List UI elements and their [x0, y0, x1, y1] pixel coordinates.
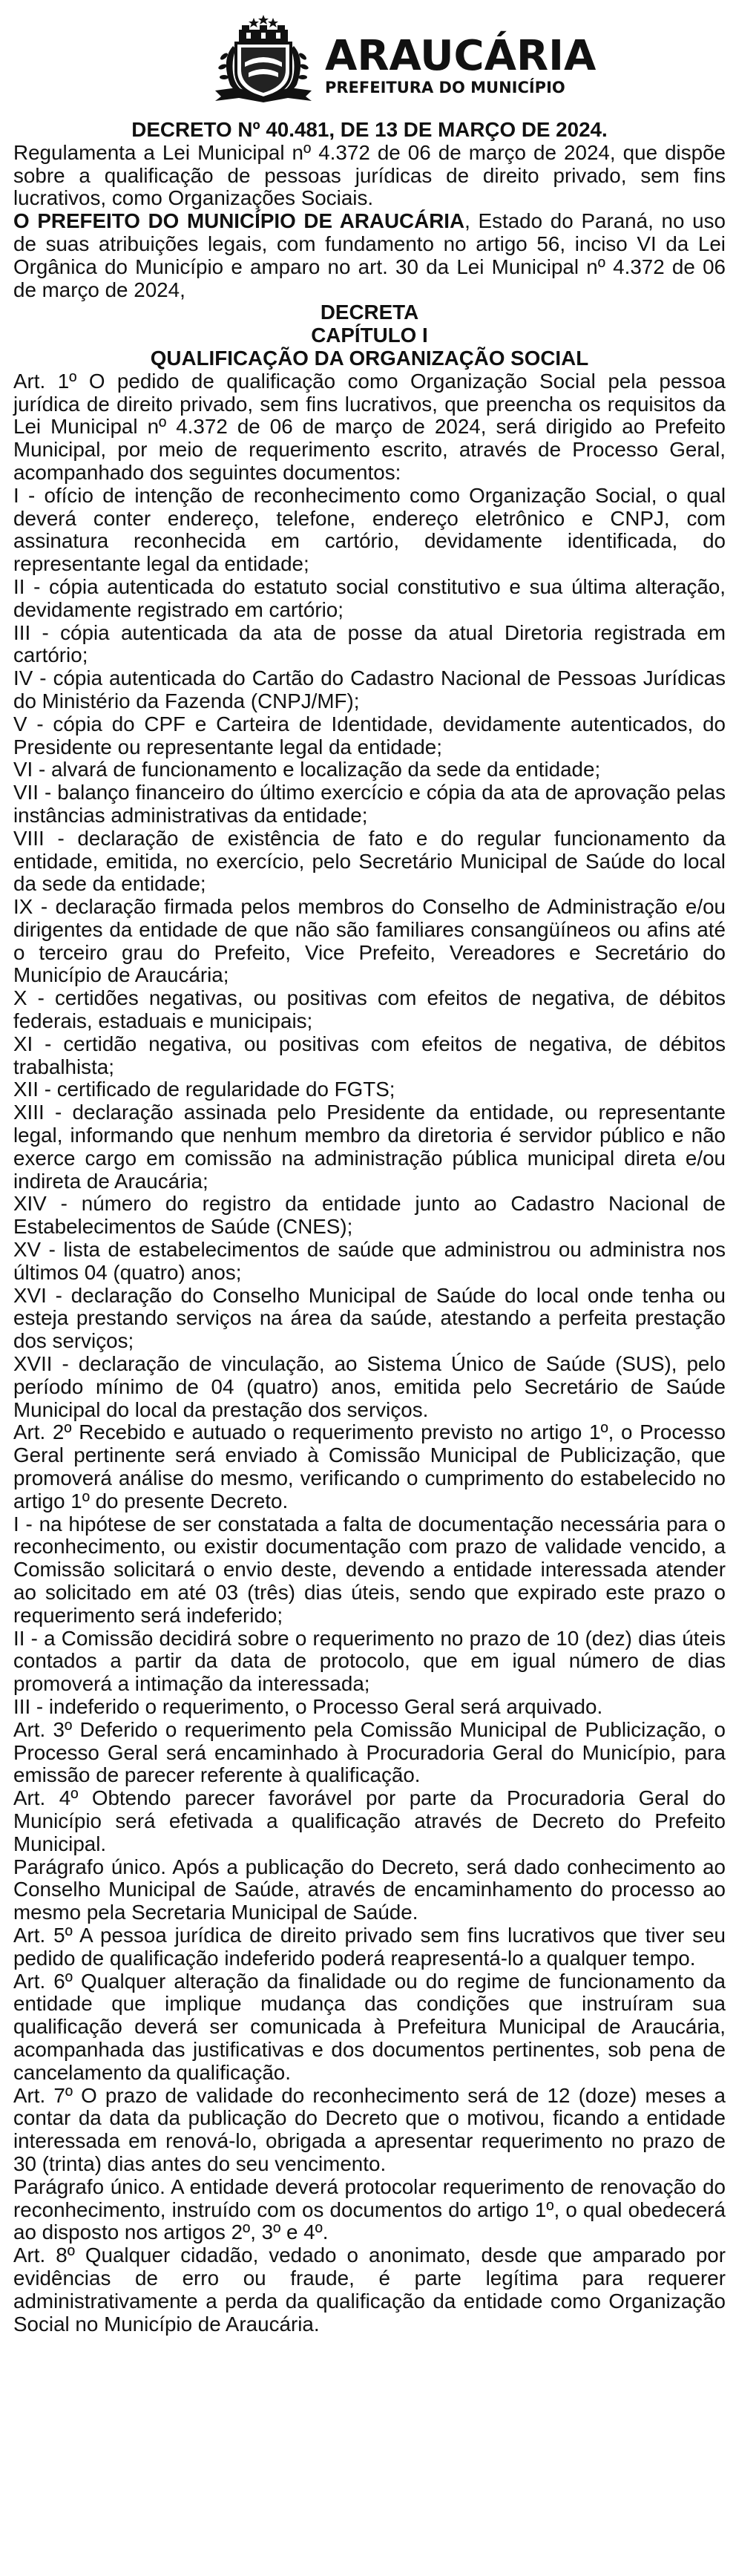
paragraph: XV - lista de estabelecimentos de saúde que administrou ou administra nos últimos 04 (quatro) anos; — [13, 1238, 726, 1284]
paragraph: Art. 1º O pedido de qualificação como Organização Social pela pessoa jurídica de direito privado, sem fins lucrativos, que preencha os requisitos da Lei Municipal nº 4.372 de 06 de março de 2024, será dirigido ao Prefeito Municipal, por meio de requerimento escrito, através de Processo Geral, acompanhado dos seguintes documentos: — [13, 369, 726, 484]
paragraph: V - cópia do CPF e Carteira de Identidade, devidamente autenticados, do Presidente ou representante legal da entidade; — [13, 712, 726, 758]
paragraph: I - na hipótese de ser constatada a falta de documentação necessária para o reconhecimento, ou existir documentação com prazo de validade vencido, a Comissão solicitará o envio deste, devendo a entidade interessada atender ao solicitado em até 03 (três) dias úteis, sendo que expirado este prazo o requerimento será indeferido; — [13, 1512, 726, 1627]
paragraph: Art. 3º Deferido o requerimento pela Comissão Municipal de Publicização, o Processo Geral será encaminhado à Procuradoria Geral do Município, para emissão de parecer referente à qualificação. — [13, 1717, 726, 1787]
decree-title: DECRETO Nº 40.481, DE 13 DE MARÇO DE 2024. — [131, 118, 608, 141]
brand-subtitle: PREFEITURA DO MUNICÍPIO — [325, 79, 565, 96]
paragraph: II - cópia autenticada do estatuto social constitutivo e sua última alteração, devidamente registrado em cartório; — [13, 574, 726, 621]
decree-preamble — [13, 210, 726, 301]
paragraph: VII - balanço financeiro do último exercício e cópia da ata de aprovação pelas instâncias administrativas da entidade; — [13, 781, 726, 827]
paragraph: II - a Comissão decidirá sobre o requerimento no prazo de 10 (dez) dias úteis contados a partir da data de protocolo, que em igual número de dias promoverá a intimação da interessada; — [13, 1626, 726, 1696]
paragraph: X - certidões negativas, ou positivas com efeitos de negativa, de débitos federais, estaduais e municipais; — [13, 986, 726, 1033]
paragraph: III - indeferido o requerimento, o Processo Geral será arquivado. — [13, 1694, 603, 1718]
preamble-text: , Estado do Paraná, no uso de suas atribuições legais, com fundamento no artigo 56, inciso VI da Lei Orgânica do Município e amparo no art. 30 da Lei Municipal nº 4.372 de 06 de março de 2024, — [13, 209, 726, 301]
paragraph: Parágrafo único. A entidade deverá protocolar requerimento de renovação do reconhecimento, instruído com os documentos do artigo 1º, o qual obedecerá ao disposto nos artigos 2º, 3º e 4º. — [13, 2174, 726, 2244]
paragraph: Parágrafo único. Após a publicação do Decreto, será dado conhecimento ao Conselho Municipal de Saúde, através de encaminhamento do processo ao mesmo pela Secretaria Municipal de Saúde. — [13, 1855, 726, 1924]
chapter-title: QUALIFICAÇÃO DA ORGANIZAÇÃO SOCIAL — [150, 346, 589, 370]
paragraph: XI - certidão negativa, ou positivas com efeitos de negativa, de débitos trabalhista; — [13, 1032, 726, 1078]
decree-summary: Regulamenta a Lei Municipal nº 4.372 de 06 de março de 2024, que dispõe sobre a qualificação de pessoas jurídicas de direito privado, sem fins lucrativos, como Organizações Sociais. — [13, 140, 726, 210]
brand — [325, 32, 597, 96]
paragraph: IV - cópia autenticada do Cartão do Cadastro Nacional de Pessoas Jurídicas do Ministério da Fazenda (CNPJ/MF); — [13, 666, 726, 712]
paragraph: IX - declaração firmada pelos membros do Conselho de Administração e/ou dirigentes da entidade de que não são familiares consangüíneos ou afins até o terceiro grau do Prefeito, Vice Prefeito, Vereadores e Secretário do Município de Araucária; — [13, 895, 726, 987]
paragraph: XIV - número do registro da entidade junto ao Cadastro Nacional de Estabelecimentos de Saúde (CNES); — [13, 1192, 726, 1239]
decree-body — [13, 119, 726, 2336]
paragraph: Art. 7º O prazo de validade do reconhecimento será de 12 (doze) meses a contar da data da publicação do Decreto que o motivou, ficando a entidade interessada em renová-lo, obrigada a apresentar requerimento no prazo de 30 (trinta) dias antes do seu vencimento. — [13, 2083, 726, 2175]
paragraph: VI - alvará de funcionamento e localização da sede da entidade; — [13, 758, 601, 781]
paragraph: VIII - declaração de existência de fato e do regular funcionamento da entidade, emitida, no exercício, pelo Secretário Municipal de Saúde do local da sede da entidade; — [13, 826, 726, 896]
brand-name: ARAUCÁRIA — [325, 32, 597, 80]
paragraph: Art. 2º Recebido e autuado o requerimento previsto no artigo 1º, o Processo Geral pertinente será enviado à Comissão Municipal de Publicização, que promoverá análise do mesmo, verificando o cumprimento do estabelecido no artigo 1º do presente Decreto. — [13, 1420, 726, 1513]
header — [13, 0, 726, 111]
paragraph: I - ofício de intenção de reconhecimento como Organização Social, o qual deverá conter endereço, telefone, endereço eletrônico e CNPJ, com assinatura reconhecida em cartório, devidamente identificada, do representante legal da entidade; — [13, 483, 726, 576]
paragraph: XII - certificado de regularidade do FGTS; — [13, 1078, 395, 1101]
paragraph: Art. 8º Qualquer cidadão, vedado o anonimato, desde que amparado por evidências de erro ou fraude, é parte legítima para requerer administrativamente a perda da qualificação da entidade como Organização Social no Município de Araucária. — [13, 2244, 726, 2336]
decreta-heading: DECRETA — [320, 301, 419, 324]
paragraph: XIII - declaração assinada pelo Presidente da entidade, ou representante legal, informando que nenhum membro da diretoria é servidor público e não exerce cargo em comissão na administração pública municipal direta e/ou indireta de Araucária; — [13, 1101, 726, 1193]
paragraph: Art. 6º Qualquer alteração da finalidade ou do regime de funcionamento da entidade que implique mudança das condições que instruíram sua qualificação deverá ser comunicada à Prefeitura Municipal de Araucária, acompanhada das justificativas e dos documentos pertinentes, sob pena de cancelamento da qualificação. — [13, 1969, 726, 2084]
paragraph: Art. 4º Obtendo parecer favorável por parte da Procuradoria Geral do Município será efetivada a qualificação através de Decreto do Prefeito Municipal. — [13, 1786, 726, 1855]
preamble-authority: O PREFEITO DO MUNICÍPIO DE ARAUCÁRIA — [13, 209, 465, 233]
paragraph: XVI - declaração do Conselho Municipal de Saúde do local onde tenha ou esteja prestando serviços na área da saúde, atestando a perfeita prestação dos serviços; — [13, 1283, 726, 1353]
paragraph: Art. 5º A pessoa jurídica de direito privado sem fins lucrativos que tiver seu pedido de qualificação indeferido poderá reapresentá-lo a qualquer tempo. — [13, 1923, 726, 1970]
chapter-heading: CAPÍTULO I — [311, 324, 428, 347]
paragraph: XVII - declaração de vinculação, ao Sistema Único de Saúde (SUS), pelo período mínimo de 04 (quatro) anos, emitida pelo Secretário de Saúde Municipal do local da prestação dos serviços. — [13, 1352, 726, 1421]
municipal-crest-logo — [208, 13, 319, 102]
paragraph: III - cópia autenticada da ata de posse da atual Diretoria registrada em cartório; — [13, 620, 726, 667]
